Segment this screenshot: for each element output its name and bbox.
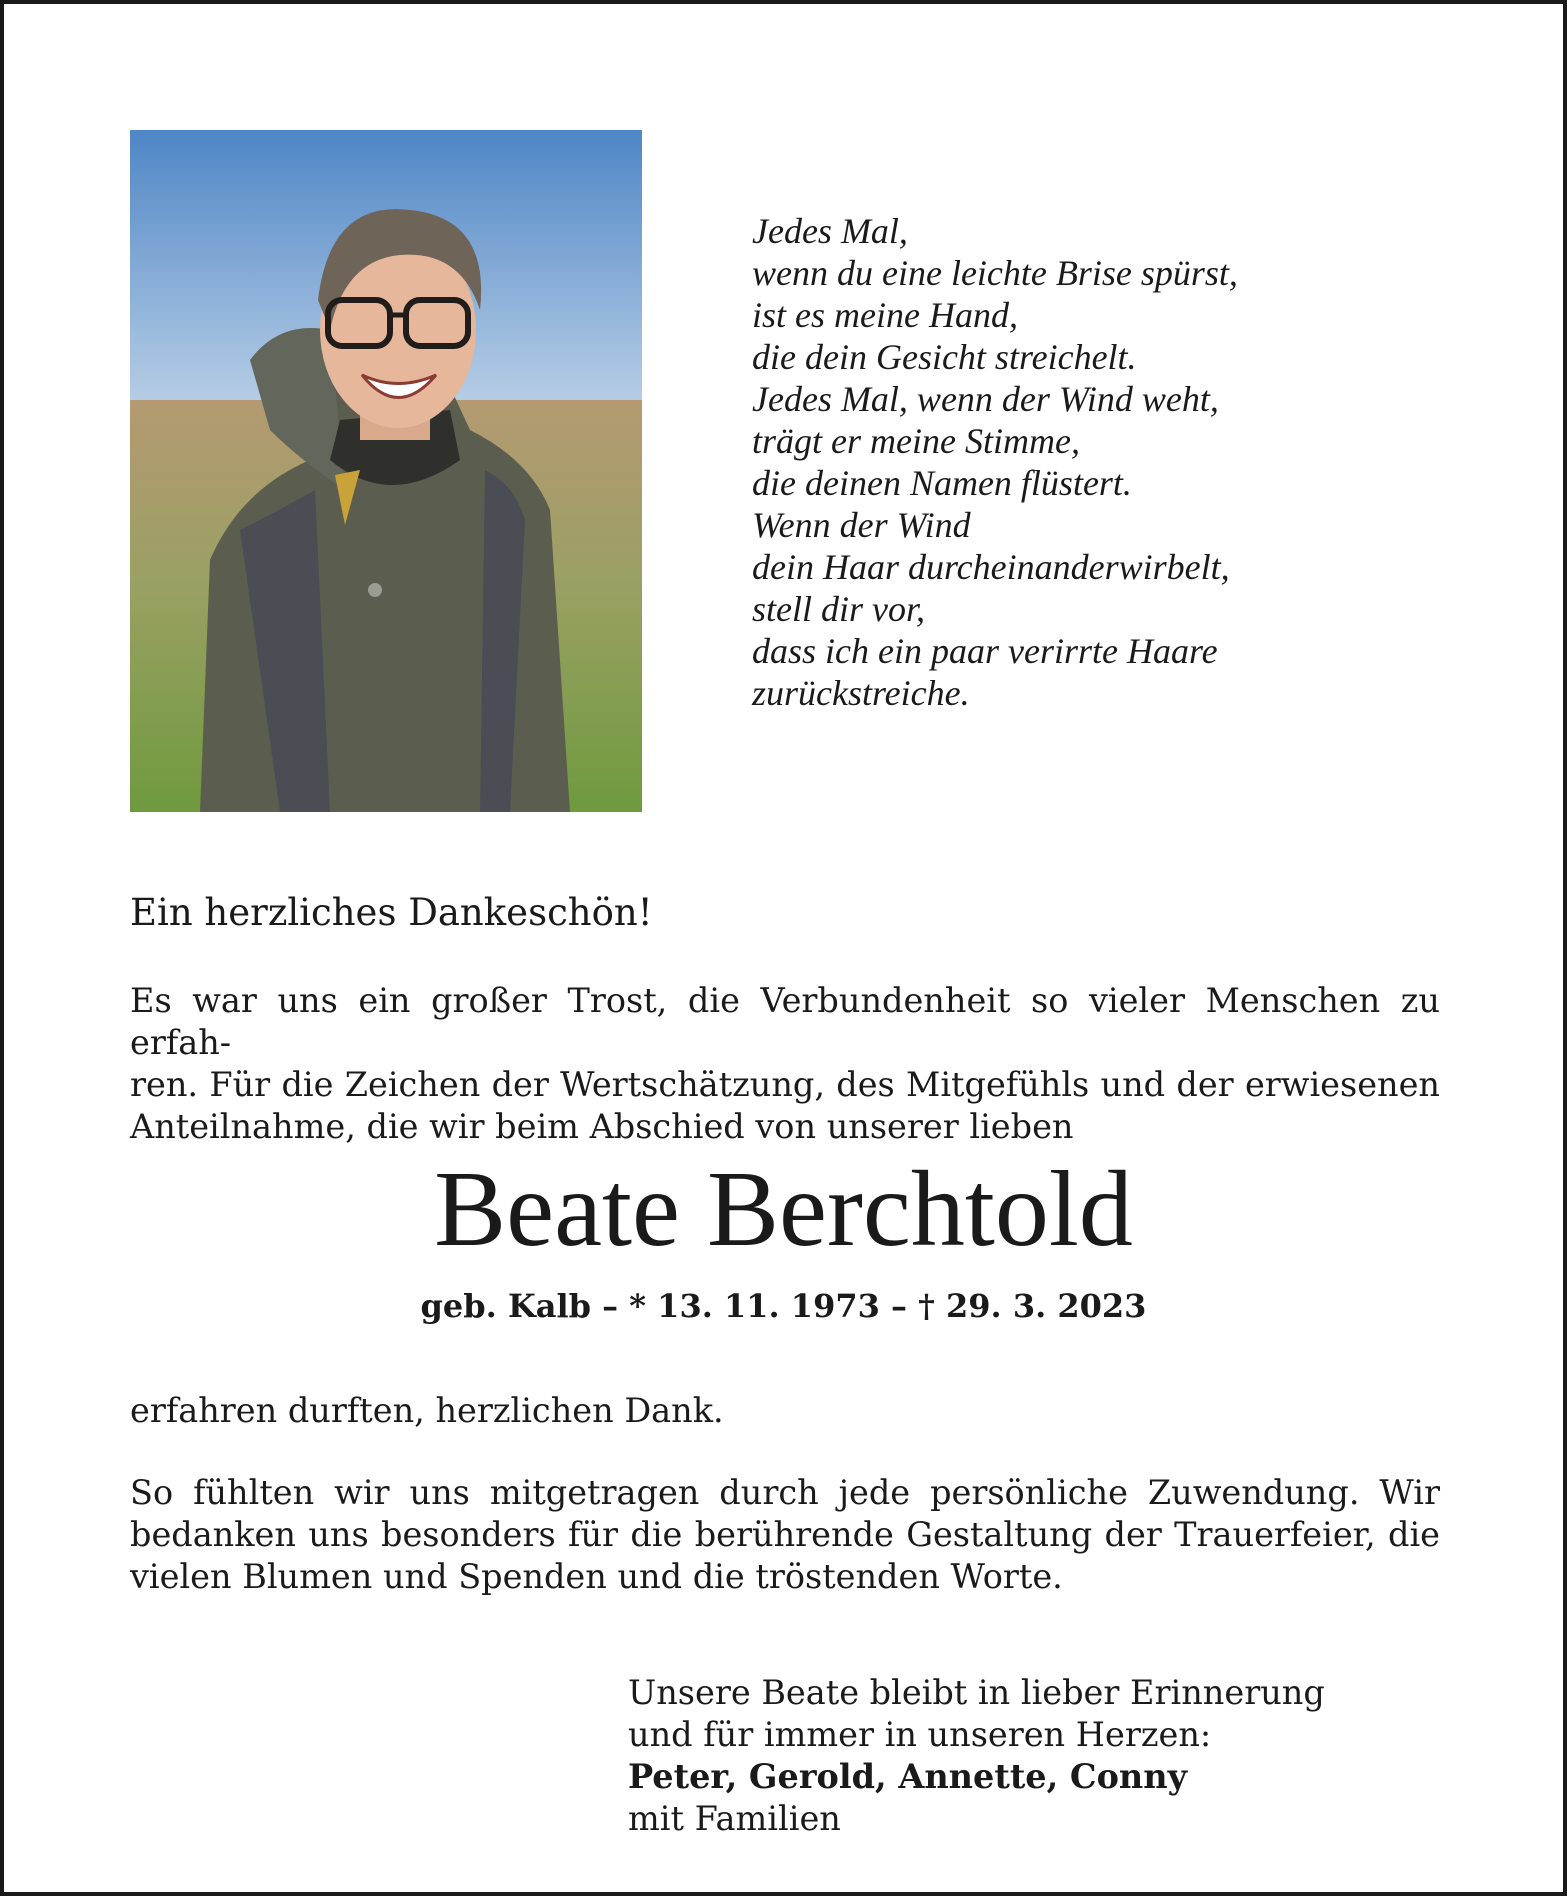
poem-line: Jedes Mal, [752, 211, 908, 251]
signature-line-1: Unsere Beate bleibt in lieber Erinnerung [628, 1673, 1325, 1712]
thanks-paragraph-2 [130, 1390, 1440, 1432]
paragraph-line: Es war uns ein großer Trost, die Verbundenheit so vieler Menschen zu erfah- [130, 981, 1440, 1062]
thanks-paragraph-1 [130, 980, 1440, 1148]
thanks-heading: Ein herzliches Dankeschön! [130, 891, 653, 934]
life-dates: geb. Kalb – * 13. 11. 1973 – † 29. 3. 2023 [420, 1287, 1147, 1325]
deceased-name: Beate Berchtold [434, 1150, 1133, 1269]
poem-line: stell dir vor, [752, 589, 926, 629]
poem-line: wenn du eine leichte Brise spürst, [752, 253, 1238, 293]
poem-line: zurückstreiche. [752, 673, 970, 713]
paragraph-line: Anteilnahme, die wir beim Abschied von unserer lieben [130, 1107, 1074, 1146]
poem-line: Wenn der Wind [752, 505, 971, 545]
poem-line: ist es meine Hand, [752, 295, 1018, 335]
poem [752, 210, 1452, 714]
signature-block [628, 1672, 1325, 1840]
poem-line: dein Haar durcheinanderwirbelt, [752, 547, 1230, 587]
paragraph-line: ren. Für die Zeichen der Wertschätzung, des Mitgefühls und der erwiesenen [130, 1065, 1440, 1104]
paragraph-line: vielen Blumen und Spenden und die tröstenden Worte. [130, 1557, 1063, 1596]
poem-line: Jedes Mal, wenn der Wind weht, [752, 379, 1219, 419]
signature-family: mit Familien [628, 1799, 841, 1838]
signature-line-2: und für immer in unseren Herzen: [628, 1715, 1212, 1754]
thanks-paragraph-3 [130, 1472, 1440, 1598]
poem-line: die dein Gesicht streichelt. [752, 337, 1137, 377]
paragraph-line: erfahren durften, herzlichen Dank. [130, 1391, 724, 1430]
paragraph-line: So fühlten wir uns mitgetragen durch jede persönliche Zuwendung. Wir [130, 1473, 1440, 1512]
portrait-photo [130, 130, 642, 812]
portrait-image [130, 130, 642, 812]
signature-names: Peter, Gerold, Annette, Conny [628, 1757, 1188, 1796]
paragraph-line: bedanken uns besonders für die berührende Gestaltung der Trauerfeier, die [130, 1515, 1440, 1554]
poem-line: die deinen Namen flüstert. [752, 463, 1132, 503]
poem-line: dass ich ein paar verirrte Haare [752, 631, 1218, 671]
poem-line: trägt er meine Stimme, [752, 421, 1080, 461]
